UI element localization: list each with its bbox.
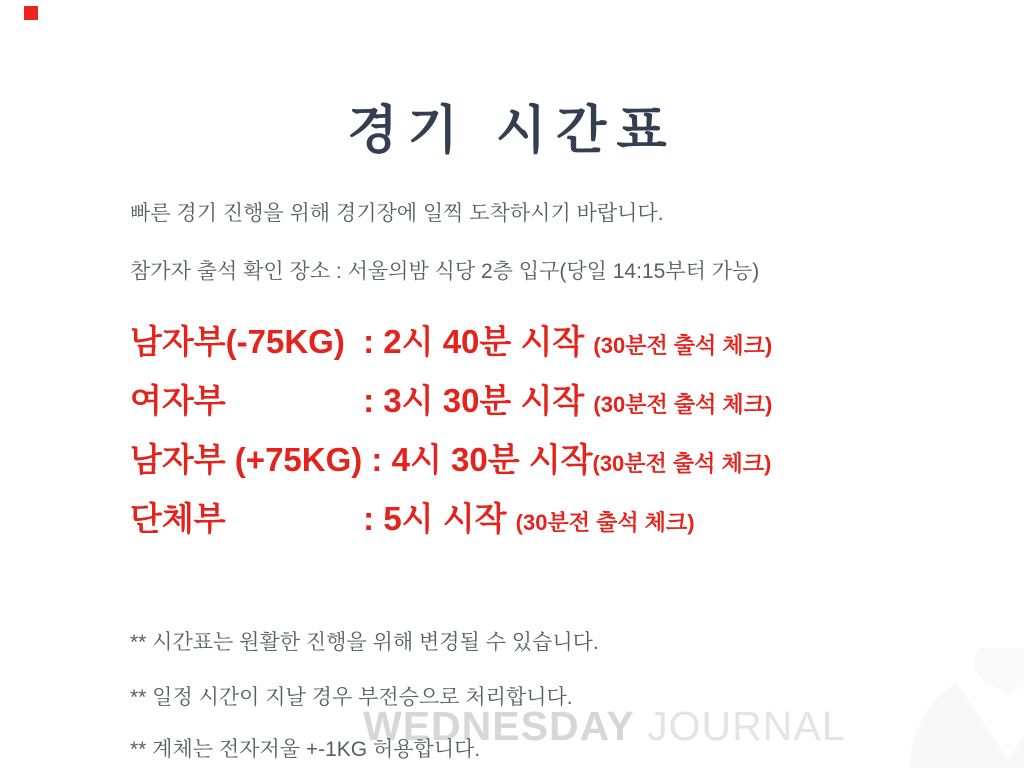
schedule-row-mens-under75	[130, 312, 772, 371]
intro-arrival-note: 빠른 경기 진행을 위해 경기장에 일찍 도착하시기 바랍니다.	[130, 202, 664, 225]
schedule-row-main: 단체부 : 5시 시작	[130, 500, 516, 537]
schedule-list	[130, 312, 772, 548]
schedule-row-note: (30분전 출석 체크)	[592, 451, 772, 476]
schedule-row-mens-over75	[130, 430, 772, 489]
watermark-light-part: JOURNAL	[634, 703, 846, 749]
schedule-row-main: 여자부 : 3시 30분 시작	[130, 382, 594, 419]
corner-logo-icon	[900, 648, 1024, 768]
footnote-forfeit: ** 일정 시간이 지날 경우 부전승으로 처리합니다.	[130, 686, 573, 709]
schedule-row-note: (30분전 출석 체크)	[593, 392, 773, 417]
schedule-row-note: (30분전 출석 체크)	[515, 510, 695, 535]
watermark-bold-part: WEDNESDAY	[363, 703, 635, 749]
schedule-row-team	[130, 489, 772, 548]
schedule-row-note: (30분전 출석 체크)	[593, 333, 773, 358]
schedule-row-womens	[130, 371, 772, 430]
schedule-row-main: 남자부 (+75KG) : 4시 30분 시작	[130, 441, 593, 478]
intro-checkin-location: 참가자 출석 확인 장소 : 서울의밤 식당 2층 입구(당일 14:15부터 가능)	[130, 260, 760, 283]
footnote-timetable-change: ** 시간표는 원활한 진행을 위해 변경될 수 있습니다.	[130, 631, 599, 654]
page-title: 경기 시간표	[347, 100, 677, 161]
schedule-row-main: 남자부(-75KG) : 2시 40분 시작	[130, 323, 594, 360]
footnote-weighin: ** 계체는 전자저울 +-1KG 허용합니다.	[130, 738, 481, 761]
red-square-marker	[24, 6, 38, 20]
